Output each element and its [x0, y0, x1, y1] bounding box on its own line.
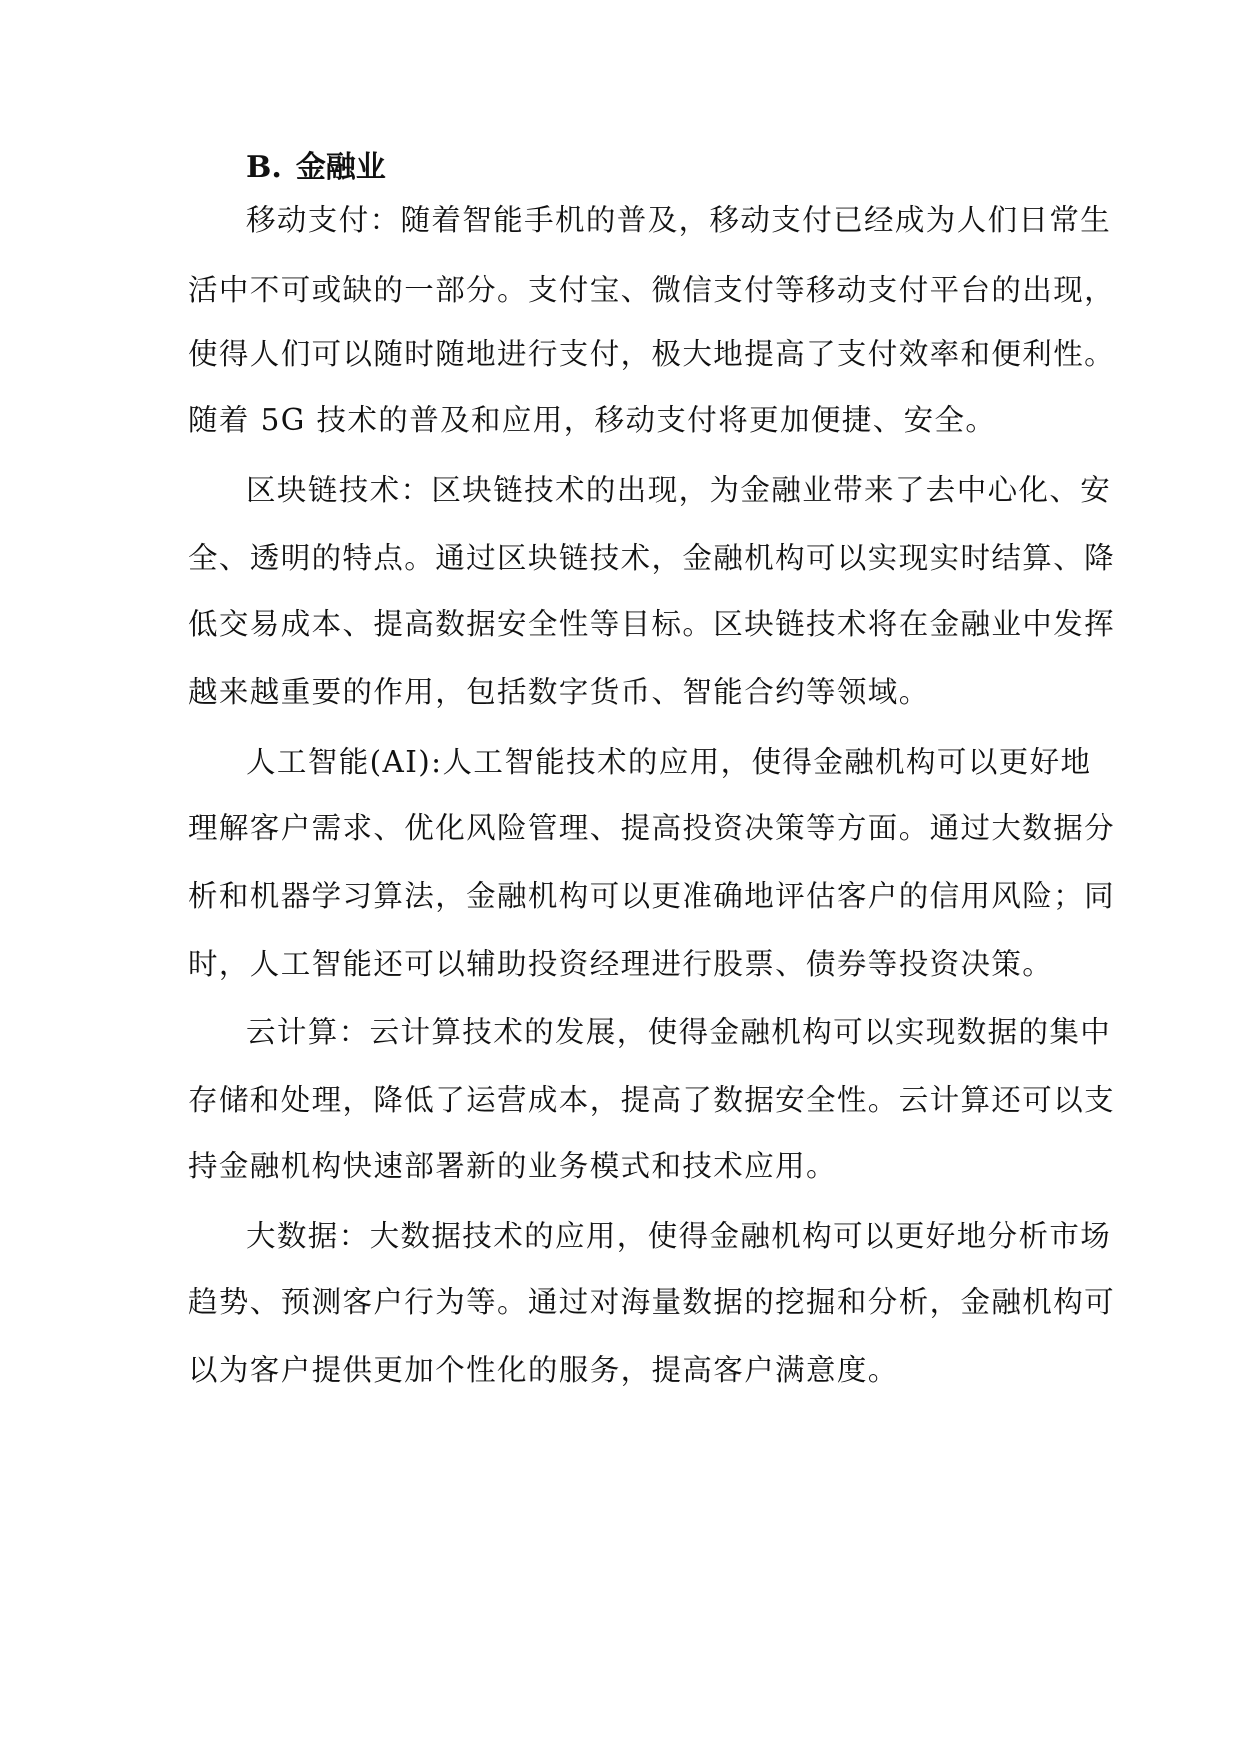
paragraph-line: 理解客户需求、优化风险管理、提高投资决策等方面。通过大数据分 [188, 811, 1116, 845]
paragraph-line: 越来越重要的作用，包括数字货币、智能合约等领域。 [188, 675, 930, 709]
paragraph-line: 趋势、预测客户行为等。通过对海量数据的挖掘和分析，金融机构可 [188, 1285, 1116, 1319]
section-title: 金融业 [295, 150, 386, 185]
paragraph-line: 析和机器学习算法，金融机构可以更准确地评估客户的信用风险；同 [188, 879, 1116, 913]
paragraph-line: 存储和处理，降低了运营成本，提高了数据安全性。云计算还可以支 [188, 1083, 1116, 1117]
paragraph-line: 全、透明的特点。通过区块链技术，金融机构可以实现实时结算、降 [188, 541, 1116, 575]
paragraph-line: 低交易成本、提高数据安全性等目标。区块链技术将在金融业中发挥 [188, 607, 1116, 641]
paragraph-line: 随着 5G 技术的普及和应用，移动支付将更加便捷、安全。 [188, 403, 997, 437]
section-number: B. [246, 150, 282, 185]
paragraph-line: 持金融机构快速部署新的业务模式和技术应用。 [188, 1149, 837, 1183]
paragraph-line: 活中不可或缺的一部分。支付宝、微信支付等移动支付平台的出现， [188, 273, 1116, 307]
paragraph-line: 区块链技术：区块链技术的出现，为金融业带来了去中心化、安 [246, 473, 1112, 507]
paragraph-line: 移动支付：随着智能手机的普及，移动支付已经成为人们日常生 [246, 203, 1112, 237]
paragraph-line: 以为客户提供更加个性化的服务，提高客户满意度。 [188, 1353, 899, 1387]
paragraph-line: 人工智能(AI):人工智能技术的应用，使得金融机构可以更好地 [246, 745, 1092, 779]
paragraph-line: 时，人工智能还可以辅助投资经理进行股票、债券等投资决策。 [188, 947, 1054, 981]
paragraph-line: 大数据：大数据技术的应用，使得金融机构可以更好地分析市场 [246, 1219, 1112, 1253]
paragraph-line: 使得人们可以随时随地进行支付，极大地提高了支付效率和便利性。 [188, 337, 1116, 371]
paragraph-line: 云计算：云计算技术的发展，使得金融机构可以实现数据的集中 [246, 1015, 1112, 1049]
section-heading [246, 148, 386, 188]
